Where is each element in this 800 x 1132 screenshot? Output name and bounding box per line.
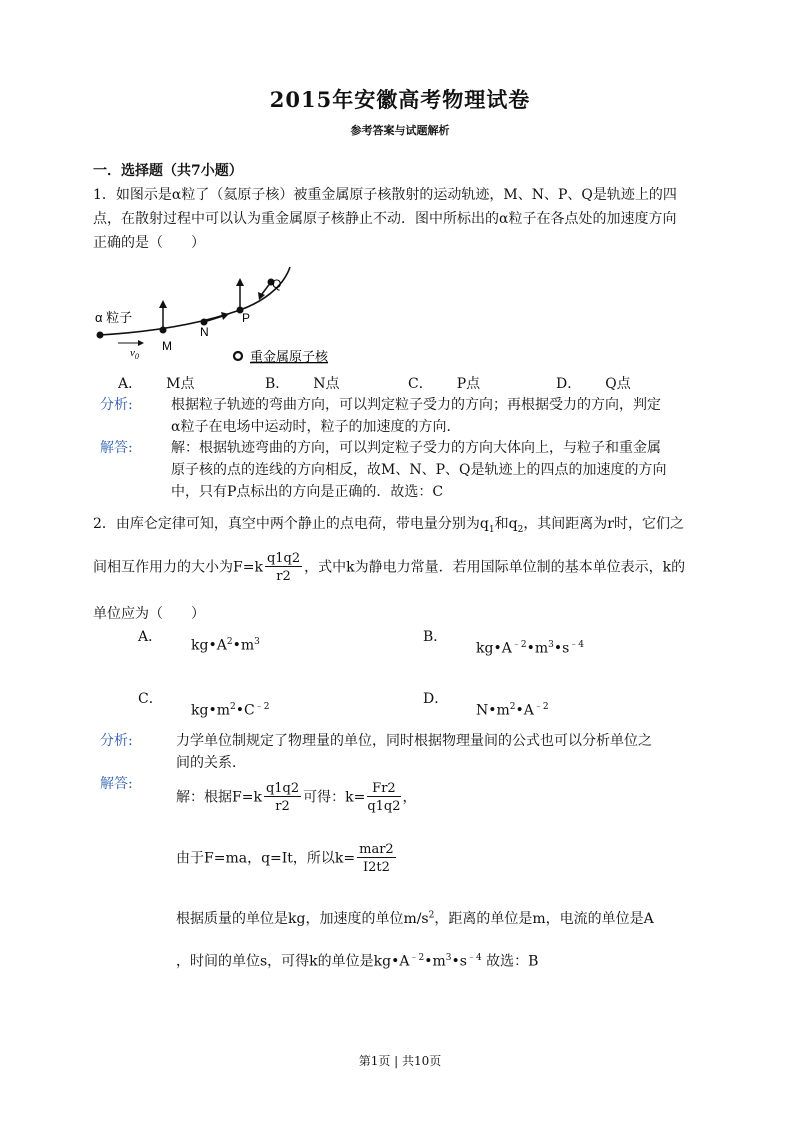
option-letter: C． bbox=[408, 376, 433, 392]
fraction-fr2-q1q2: $\frac{Fr2}{q1q2}$ bbox=[367, 781, 401, 814]
q1-solution-label: 解答: bbox=[100, 440, 133, 456]
alpha-label: α 粒子 bbox=[95, 310, 133, 325]
q1-analysis-line-2: α粒子在电场中运动时，粒子的加速度的方向． bbox=[171, 419, 461, 435]
q2-analysis-line-2: 间的关系． bbox=[176, 755, 246, 771]
q2-analysis-label: 分析: bbox=[100, 733, 133, 749]
q2-option-b-text[interactable]: $kg•A^{﹣2}•m^3•s^{﹣4}$ bbox=[476, 640, 585, 657]
nucleus-icon bbox=[234, 352, 242, 360]
q2-option-c-text[interactable]: $kg•m^2•C^{﹣2}$ bbox=[191, 702, 270, 719]
fraction-q1q2-r2: $\frac{q1q2}{r2}$ bbox=[265, 781, 300, 814]
label-m: M bbox=[162, 339, 172, 353]
q2-solution-line-4: ，时间的单位s，可得k的单位是$kg•A^{﹣2}•m^3•s^{﹣4}$ 故选：B bbox=[176, 953, 539, 970]
section-heading: 一．选择题（共7小题） bbox=[93, 163, 243, 179]
q1-analysis-line-1: 根据粒子轨迹的弯曲方向，可以判定粒子受力的方向；再根据受力的方向，判定 bbox=[171, 397, 661, 413]
label-p: P bbox=[242, 311, 251, 325]
q1-analysis-label: 分析: bbox=[100, 397, 133, 413]
option-letter: B． bbox=[265, 376, 290, 392]
v0-label: $v_0$ bbox=[130, 347, 139, 361]
q1-solution-line-2: 原子核的点的连线的方向相反，故M、N、P、Q是轨迹上的四点的加速度的方向 bbox=[171, 462, 667, 478]
coulomb-fraction: $\frac{q1q2}{r2}$ bbox=[266, 551, 301, 584]
nucleus-label: 重金属原子核 bbox=[250, 349, 329, 364]
q2-solution-line-1: 解：根据F=k $\frac{q1q2}{r2}$ 可得：k= $\frac{Fr2}{q1q2}$ ， bbox=[176, 781, 417, 814]
q2-option-d-letter[interactable]: D． bbox=[423, 691, 449, 707]
q1-option-c[interactable] bbox=[408, 373, 480, 393]
q1-option-b[interactable] bbox=[265, 373, 340, 393]
q2-option-d-text[interactable]: $N•m^2•A^{﹣2}$ bbox=[476, 702, 549, 719]
q2-option-c-letter[interactable]: C． bbox=[138, 691, 163, 707]
q2-line-3: 单位应为（ ） bbox=[93, 606, 205, 622]
q1-solution-line-1: 解：根据轨迹弯曲的方向，可以判定粒子受力的方向大体向上，与粒子和重金属 bbox=[171, 440, 661, 456]
m-acc-arrowhead bbox=[159, 300, 167, 308]
page-footer: 第1页 | 共10页 bbox=[358, 1054, 442, 1068]
q1-figure bbox=[90, 262, 390, 372]
q2-option-a-letter[interactable]: A． bbox=[138, 629, 163, 645]
q2-analysis-line-1: 力学单位制规定了物理量的单位，同时根据物理量间的公式也可以分析单位之 bbox=[176, 733, 652, 749]
page-subtitle: 参考答案与试题解析 bbox=[350, 124, 450, 137]
label-q: Q bbox=[272, 277, 282, 291]
label-n: N bbox=[200, 325, 209, 339]
q2-solution-line-3: 根据质量的单位是kg，加速度的单位$m/s^2$，距离的单位是m，电流的单位是A bbox=[176, 910, 654, 927]
q-acc-arrow bbox=[262, 282, 271, 294]
option-letter: A． bbox=[118, 376, 143, 392]
option-text: N点 bbox=[313, 376, 340, 392]
q2-solution-line-2: 由于F=ma，q=It，所以k= $\frac{\text{mar2}}{I2t2}$ bbox=[176, 842, 394, 875]
page-title: 2015年安徽高考物理试卷 bbox=[269, 87, 531, 112]
q2-option-b-letter[interactable]: B． bbox=[423, 629, 448, 645]
q1-line-2: 点，在散射过程中可以认为重金属原子核静止不动．图中所标出的α粒子在各点处的加速度方向 bbox=[93, 211, 677, 227]
option-letter: D． bbox=[556, 376, 582, 392]
option-text: Q点 bbox=[605, 376, 631, 392]
option-text: M点 bbox=[166, 376, 195, 392]
q1-solution-line-3: 中，只有P点标出的方向是正确的．故选：C bbox=[171, 484, 444, 500]
q1-line-3: 正确的是（ ） bbox=[93, 235, 205, 251]
q2-solution-label: 解答: bbox=[100, 776, 133, 792]
q2-line-1: 2．由库仑定律可知，真空中两个静止的点电荷，带电量分别为$q_1$和$q_2$，其间距离为r时，它们之 bbox=[93, 516, 685, 535]
p-acc-arrowhead bbox=[236, 278, 244, 286]
fraction-mar2-i2t2: $\frac{\text{mar2}}{I2t2}$ bbox=[359, 842, 394, 875]
q1-option-a[interactable] bbox=[118, 373, 194, 393]
q2-line-2: 间相互作用力的大小为F=k $\frac{q1q2}{r2}$ ，式中k为静电力常量．若用国际单位制的基本单位表示，k的 bbox=[93, 551, 686, 584]
alpha-start-dot bbox=[97, 332, 104, 339]
option-text: P点 bbox=[456, 376, 481, 392]
q1-line-1: 1．如图示是α粒了（氦原子核）被重金属原子核散射的运动轨迹，M、N、P、Q是轨迹上的四 bbox=[93, 187, 677, 203]
q2-option-a-text[interactable]: $kg•A^2•m^3$ bbox=[191, 637, 260, 654]
v0-arrowhead bbox=[138, 340, 144, 346]
q1-option-d[interactable] bbox=[556, 373, 631, 393]
